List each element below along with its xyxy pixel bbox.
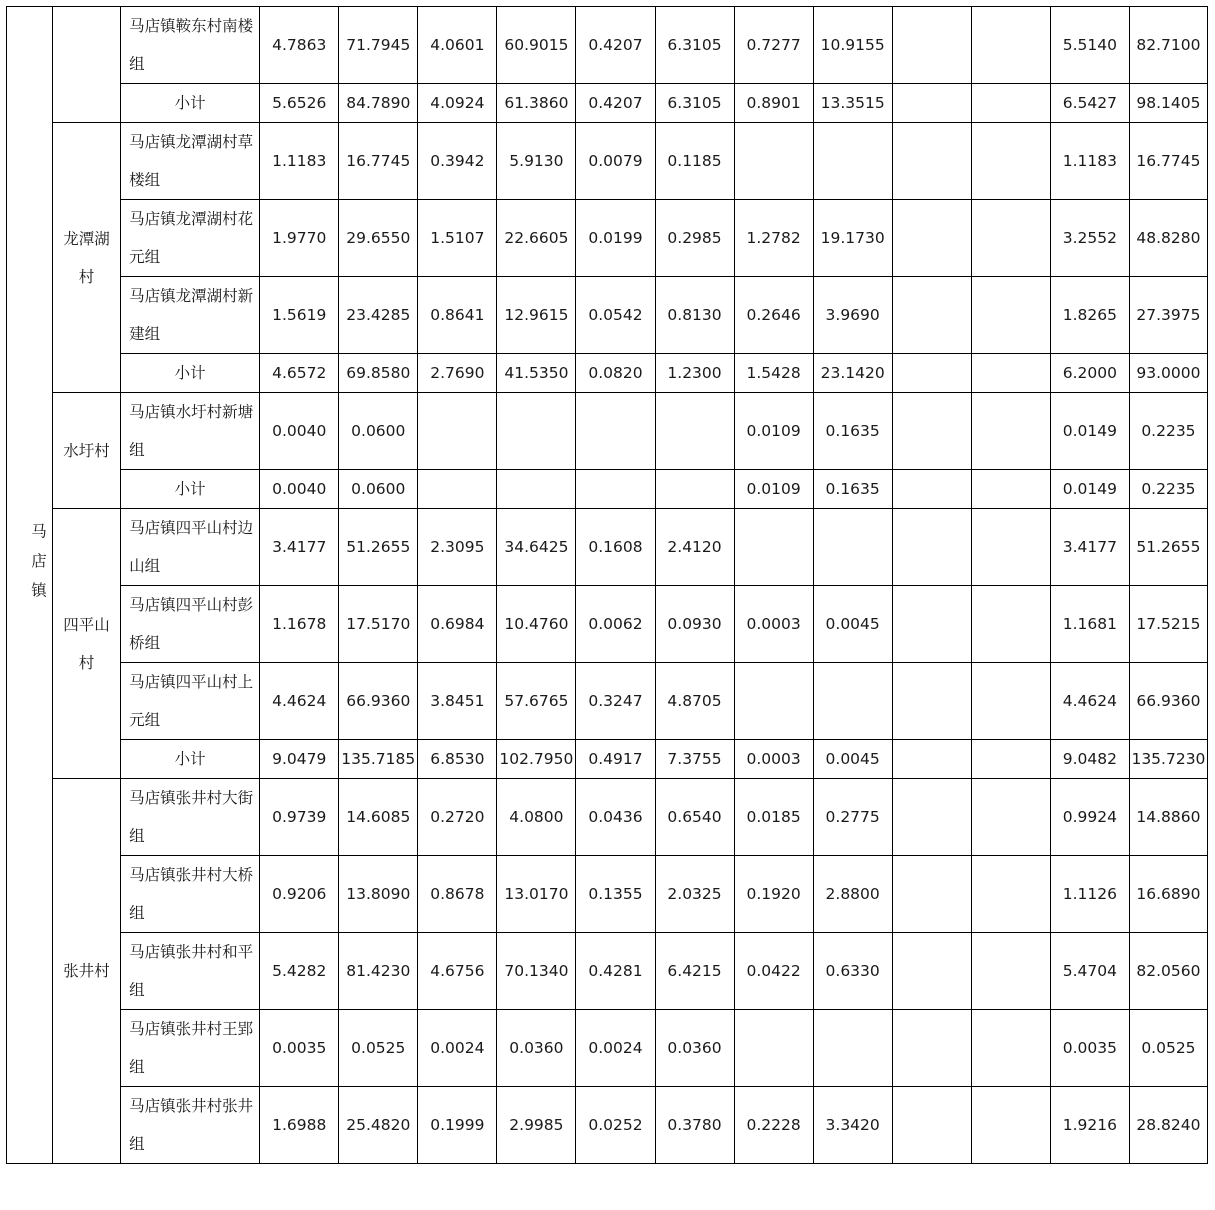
value-cell: 5.4282 — [260, 933, 339, 1010]
value-cell — [892, 663, 971, 740]
value-cell — [971, 586, 1050, 663]
value-cell — [971, 84, 1050, 123]
value-cell — [971, 393, 1050, 470]
value-cell: 2.9985 — [497, 1087, 576, 1164]
group-name: 马店镇张井村和平组 — [121, 933, 260, 1010]
value-cell — [971, 354, 1050, 393]
value-cell: 16.7745 — [1129, 123, 1207, 200]
value-cell: 1.9770 — [260, 200, 339, 277]
value-cell: 28.8240 — [1129, 1087, 1207, 1164]
value-cell — [971, 7, 1050, 84]
subtotal-row — [7, 354, 1208, 393]
value-cell: 0.0040 — [260, 470, 339, 509]
value-cell: 0.8678 — [418, 856, 497, 933]
value-cell — [971, 277, 1050, 354]
value-cell: 5.6526 — [260, 84, 339, 123]
value-cell: 0.0062 — [576, 586, 655, 663]
village-name: 水圩村 — [63, 441, 110, 460]
value-cell: 0.0003 — [734, 740, 813, 779]
value-cell: 10.4760 — [497, 586, 576, 663]
value-cell: 0.0542 — [576, 277, 655, 354]
value-cell: 0.0045 — [813, 586, 892, 663]
subtotal-label: 小计 — [121, 84, 260, 123]
value-cell — [892, 509, 971, 586]
value-cell: 27.3975 — [1129, 277, 1207, 354]
value-cell: 2.3095 — [418, 509, 497, 586]
group-name: 马店镇四平山村上元组 — [121, 663, 260, 740]
value-cell: 4.8705 — [655, 663, 734, 740]
value-cell: 0.0024 — [418, 1010, 497, 1087]
value-cell: 0.1355 — [576, 856, 655, 933]
table-row — [7, 277, 1208, 354]
value-cell: 7.3755 — [655, 740, 734, 779]
subtotal-row — [7, 84, 1208, 123]
value-cell — [734, 509, 813, 586]
value-cell: 71.7945 — [339, 7, 418, 84]
value-cell — [892, 354, 971, 393]
value-cell — [813, 663, 892, 740]
value-cell — [892, 740, 971, 779]
value-cell: 0.8130 — [655, 277, 734, 354]
value-cell — [734, 123, 813, 200]
value-cell: 4.6756 — [418, 933, 497, 1010]
value-cell — [892, 7, 971, 84]
value-cell: 82.0560 — [1129, 933, 1207, 1010]
value-cell: 0.0185 — [734, 779, 813, 856]
value-cell: 69.8580 — [339, 354, 418, 393]
town-label: 马店镇 — [29, 523, 47, 612]
value-cell: 1.1183 — [260, 123, 339, 200]
value-cell: 29.6550 — [339, 200, 418, 277]
value-cell — [971, 1087, 1050, 1164]
value-cell: 51.2655 — [339, 509, 418, 586]
value-cell — [418, 470, 497, 509]
group-name: 马店镇张井村大街组 — [121, 779, 260, 856]
value-cell — [892, 779, 971, 856]
value-cell: 82.7100 — [1129, 7, 1207, 84]
value-cell: 0.6330 — [813, 933, 892, 1010]
value-cell: 93.0000 — [1129, 354, 1207, 393]
value-cell: 2.4120 — [655, 509, 734, 586]
value-cell — [971, 663, 1050, 740]
value-cell — [971, 1010, 1050, 1087]
value-cell: 81.4230 — [339, 933, 418, 1010]
value-cell: 0.1608 — [576, 509, 655, 586]
value-cell: 0.4281 — [576, 933, 655, 1010]
subtotal-label: 小计 — [121, 740, 260, 779]
value-cell: 0.1635 — [813, 393, 892, 470]
value-cell — [892, 856, 971, 933]
value-cell — [971, 740, 1050, 779]
value-cell — [576, 393, 655, 470]
value-cell: 0.0820 — [576, 354, 655, 393]
group-name: 马店镇张井村张井组 — [121, 1087, 260, 1164]
value-cell: 66.9360 — [339, 663, 418, 740]
value-cell: 4.0601 — [418, 7, 497, 84]
value-cell: 4.4624 — [260, 663, 339, 740]
value-cell: 3.9690 — [813, 277, 892, 354]
value-cell: 0.2235 — [1129, 393, 1207, 470]
value-cell: 13.3515 — [813, 84, 892, 123]
value-cell: 22.6605 — [497, 200, 576, 277]
value-cell: 4.7863 — [260, 7, 339, 84]
value-cell — [971, 200, 1050, 277]
group-name: 马店镇四平山村边山组 — [121, 509, 260, 586]
value-cell: 14.8860 — [1129, 779, 1207, 856]
value-cell: 0.0045 — [813, 740, 892, 779]
value-cell — [971, 470, 1050, 509]
value-cell: 0.0035 — [260, 1010, 339, 1087]
village-name: 张井村 — [63, 962, 110, 980]
table-row — [7, 7, 1208, 84]
value-cell: 0.0436 — [576, 779, 655, 856]
value-cell: 1.5107 — [418, 200, 497, 277]
value-cell: 23.1420 — [813, 354, 892, 393]
value-cell: 1.5619 — [260, 277, 339, 354]
value-cell: 2.7690 — [418, 354, 497, 393]
value-cell: 5.9130 — [497, 123, 576, 200]
value-cell: 0.2646 — [734, 277, 813, 354]
value-cell: 0.0035 — [1050, 1010, 1129, 1087]
table-row — [7, 1087, 1208, 1164]
value-cell — [734, 1010, 813, 1087]
village-cell — [53, 7, 121, 123]
value-cell: 6.3105 — [655, 7, 734, 84]
village-cell — [53, 393, 121, 509]
table-row — [7, 200, 1208, 277]
value-cell: 0.0149 — [1050, 393, 1129, 470]
value-cell — [813, 509, 892, 586]
village-name: 龙潭湖村 — [63, 229, 110, 286]
value-cell: 6.3105 — [655, 84, 734, 123]
value-cell: 0.9924 — [1050, 779, 1129, 856]
value-cell: 0.0422 — [734, 933, 813, 1010]
value-cell: 70.1340 — [497, 933, 576, 1010]
subtotal-row — [7, 740, 1208, 779]
table-row — [7, 393, 1208, 470]
value-cell: 0.0930 — [655, 586, 734, 663]
value-cell: 0.9206 — [260, 856, 339, 933]
value-cell: 0.4917 — [576, 740, 655, 779]
value-cell: 0.0109 — [734, 470, 813, 509]
value-cell — [971, 779, 1050, 856]
value-cell: 102.7950 — [497, 740, 576, 779]
value-cell: 0.0525 — [339, 1010, 418, 1087]
value-cell: 1.8265 — [1050, 277, 1129, 354]
value-cell: 51.2655 — [1129, 509, 1207, 586]
group-name: 马店镇龙潭湖村草楼组 — [121, 123, 260, 200]
value-cell: 1.1183 — [1050, 123, 1129, 200]
value-cell — [892, 123, 971, 200]
value-cell — [892, 1087, 971, 1164]
village-cell — [53, 779, 121, 1164]
value-cell: 0.2235 — [1129, 470, 1207, 509]
value-cell: 0.1185 — [655, 123, 734, 200]
value-cell: 0.6984 — [418, 586, 497, 663]
value-cell: 3.4177 — [1050, 509, 1129, 586]
value-cell: 57.6765 — [497, 663, 576, 740]
value-cell: 48.8280 — [1129, 200, 1207, 277]
group-name: 马店镇四平山村彭桥组 — [121, 586, 260, 663]
value-cell: 0.3780 — [655, 1087, 734, 1164]
value-cell — [892, 84, 971, 123]
value-cell: 0.1920 — [734, 856, 813, 933]
value-cell: 98.1405 — [1129, 84, 1207, 123]
value-cell: 4.6572 — [260, 354, 339, 393]
value-cell: 1.6988 — [260, 1087, 339, 1164]
group-name: 马店镇龙潭湖村新建组 — [121, 277, 260, 354]
value-cell: 6.2000 — [1050, 354, 1129, 393]
value-cell: 84.7890 — [339, 84, 418, 123]
value-cell — [418, 393, 497, 470]
value-cell: 3.4177 — [260, 509, 339, 586]
value-cell — [892, 393, 971, 470]
value-cell: 66.9360 — [1129, 663, 1207, 740]
value-cell: 1.1126 — [1050, 856, 1129, 933]
value-cell — [734, 663, 813, 740]
value-cell: 60.9015 — [497, 7, 576, 84]
group-name: 马店镇张井村大桥组 — [121, 856, 260, 933]
value-cell — [892, 586, 971, 663]
value-cell: 135.7185 — [339, 740, 418, 779]
table-row — [7, 779, 1208, 856]
value-cell: 1.9216 — [1050, 1087, 1129, 1164]
table-row — [7, 1010, 1208, 1087]
value-cell: 1.1681 — [1050, 586, 1129, 663]
table-row — [7, 856, 1208, 933]
value-cell — [892, 200, 971, 277]
value-cell: 0.3942 — [418, 123, 497, 200]
value-cell: 0.2228 — [734, 1087, 813, 1164]
value-cell — [497, 470, 576, 509]
value-cell: 0.7277 — [734, 7, 813, 84]
value-cell: 0.2985 — [655, 200, 734, 277]
value-cell: 0.0360 — [655, 1010, 734, 1087]
value-cell: 0.0149 — [1050, 470, 1129, 509]
value-cell: 34.6425 — [497, 509, 576, 586]
value-cell: 1.2300 — [655, 354, 734, 393]
village-cell — [53, 123, 121, 393]
value-cell: 17.5215 — [1129, 586, 1207, 663]
table-row — [7, 509, 1208, 586]
value-cell: 4.0924 — [418, 84, 497, 123]
value-cell: 6.4215 — [655, 933, 734, 1010]
value-cell: 0.8641 — [418, 277, 497, 354]
value-cell: 12.9615 — [497, 277, 576, 354]
value-cell — [813, 1010, 892, 1087]
value-cell: 0.0252 — [576, 1087, 655, 1164]
value-cell: 19.1730 — [813, 200, 892, 277]
value-cell: 17.5170 — [339, 586, 418, 663]
value-cell — [576, 470, 655, 509]
value-cell: 4.4624 — [1050, 663, 1129, 740]
value-cell — [892, 933, 971, 1010]
value-cell: 0.0600 — [339, 470, 418, 509]
value-cell: 5.5140 — [1050, 7, 1129, 84]
value-cell: 13.8090 — [339, 856, 418, 933]
group-name: 马店镇张井村王郢组 — [121, 1010, 260, 1087]
value-cell: 135.7230 — [1129, 740, 1207, 779]
value-cell: 0.0079 — [576, 123, 655, 200]
value-cell: 6.5427 — [1050, 84, 1129, 123]
value-cell: 0.1635 — [813, 470, 892, 509]
value-cell: 0.0525 — [1129, 1010, 1207, 1087]
value-cell: 4.0800 — [497, 779, 576, 856]
value-cell: 0.4207 — [576, 7, 655, 84]
value-cell: 1.1678 — [260, 586, 339, 663]
village-name: 四平山村 — [63, 615, 110, 672]
value-cell: 0.9739 — [260, 779, 339, 856]
value-cell: 25.4820 — [339, 1087, 418, 1164]
table-row — [7, 933, 1208, 1010]
value-cell: 3.8451 — [418, 663, 497, 740]
table-row — [7, 586, 1208, 663]
value-cell — [971, 123, 1050, 200]
value-cell: 61.3860 — [497, 84, 576, 123]
value-cell: 3.2552 — [1050, 200, 1129, 277]
value-cell: 0.1999 — [418, 1087, 497, 1164]
value-cell: 10.9155 — [813, 7, 892, 84]
value-cell — [971, 509, 1050, 586]
value-cell: 16.7745 — [339, 123, 418, 200]
value-cell: 0.2720 — [418, 779, 497, 856]
value-cell — [971, 856, 1050, 933]
value-cell: 9.0479 — [260, 740, 339, 779]
village-cell — [53, 509, 121, 779]
group-name: 马店镇鞍东村南楼组 — [121, 7, 260, 84]
subtotal-label: 小计 — [121, 470, 260, 509]
value-cell: 0.0040 — [260, 393, 339, 470]
value-cell — [892, 470, 971, 509]
value-cell: 14.6085 — [339, 779, 418, 856]
value-cell: 0.3247 — [576, 663, 655, 740]
value-cell: 3.3420 — [813, 1087, 892, 1164]
value-cell — [497, 393, 576, 470]
value-cell: 0.0600 — [339, 393, 418, 470]
value-cell — [971, 933, 1050, 1010]
value-cell — [813, 123, 892, 200]
value-cell — [892, 1010, 971, 1087]
value-cell: 2.0325 — [655, 856, 734, 933]
value-cell: 13.0170 — [497, 856, 576, 933]
value-cell: 41.5350 — [497, 354, 576, 393]
value-cell: 6.8530 — [418, 740, 497, 779]
value-cell: 0.4207 — [576, 84, 655, 123]
table-row — [7, 123, 1208, 200]
value-cell — [655, 393, 734, 470]
subtotal-label: 小计 — [121, 354, 260, 393]
value-cell: 0.0360 — [497, 1010, 576, 1087]
value-cell: 0.0109 — [734, 393, 813, 470]
value-cell: 0.8901 — [734, 84, 813, 123]
subtotal-row — [7, 470, 1208, 509]
group-name: 马店镇龙潭湖村花元组 — [121, 200, 260, 277]
value-cell: 2.8800 — [813, 856, 892, 933]
value-cell: 1.5428 — [734, 354, 813, 393]
value-cell: 23.4285 — [339, 277, 418, 354]
value-cell: 0.0199 — [576, 200, 655, 277]
land-data-table — [6, 6, 1208, 1164]
value-cell: 9.0482 — [1050, 740, 1129, 779]
table-row — [7, 663, 1208, 740]
group-name: 马店镇水圩村新塘组 — [121, 393, 260, 470]
value-cell: 1.2782 — [734, 200, 813, 277]
value-cell: 5.4704 — [1050, 933, 1129, 1010]
value-cell: 0.6540 — [655, 779, 734, 856]
value-cell — [655, 470, 734, 509]
town-cell — [7, 7, 53, 1164]
value-cell: 0.0024 — [576, 1010, 655, 1087]
value-cell: 16.6890 — [1129, 856, 1207, 933]
value-cell — [892, 277, 971, 354]
value-cell: 0.2775 — [813, 779, 892, 856]
value-cell: 0.0003 — [734, 586, 813, 663]
